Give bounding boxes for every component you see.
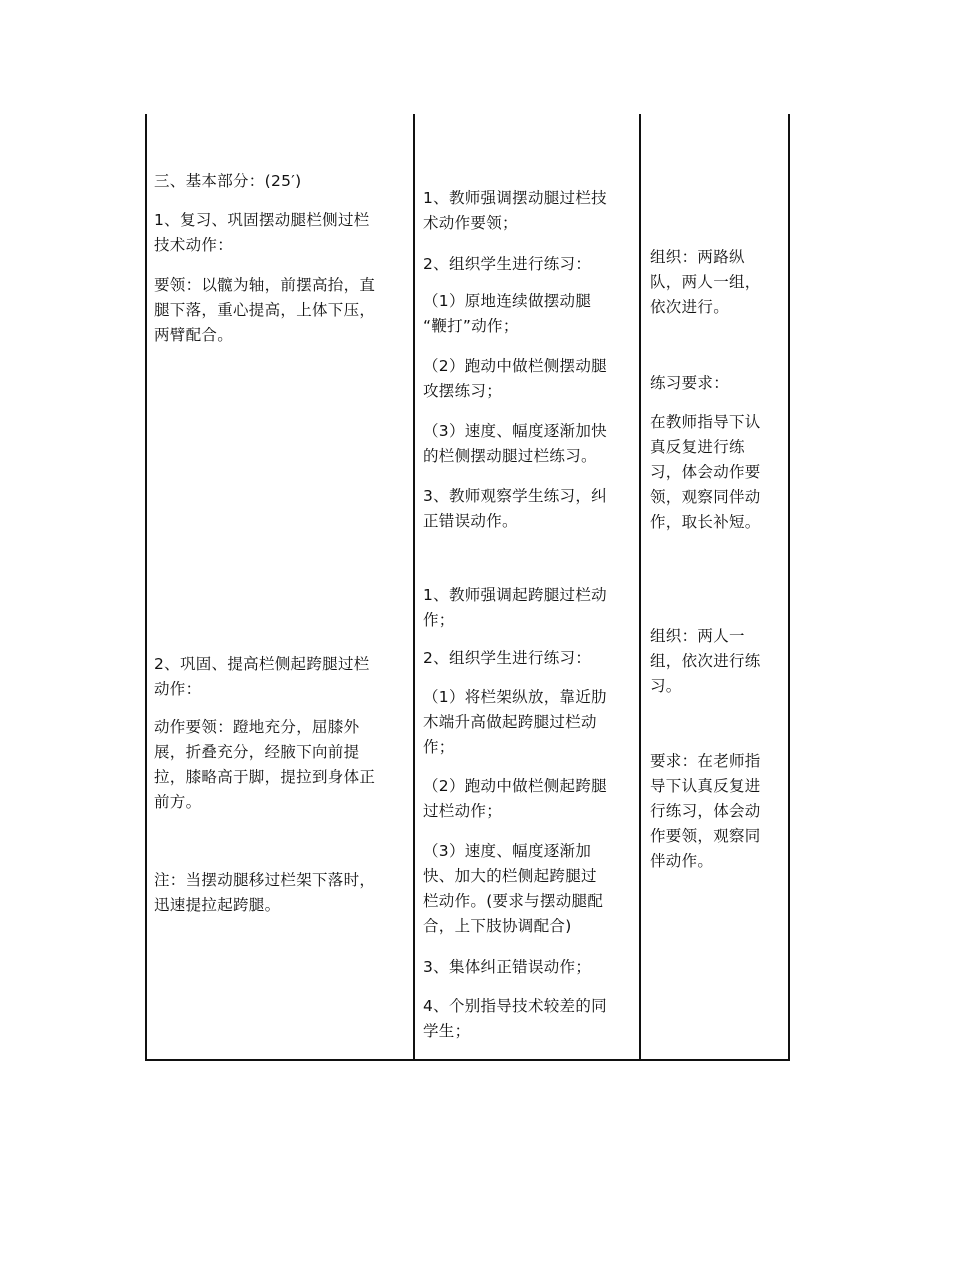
requirement-line: 导下认真反复进	[650, 777, 761, 795]
step-line: “鞭打”动作；	[423, 317, 519, 335]
step-line: 2、组织学生进行练习：	[423, 649, 592, 667]
column-divider-2	[639, 114, 641, 1061]
requirement-line: 领，观察同伴动	[650, 488, 761, 506]
organization-line: 组织：两路纵	[650, 248, 745, 266]
item2-title-line: 2、巩固、提高栏侧起跨腿过栏	[154, 655, 370, 673]
step-line: 4、个别指导技术较差的同	[423, 997, 607, 1015]
step-line: （3）速度、幅度逐渐加快	[423, 422, 607, 440]
step-line: 1、教师强调起跨腿过栏动	[423, 586, 607, 604]
item1-title-line: 技术动作：	[154, 236, 234, 254]
step-line: 学生；	[423, 1022, 471, 1040]
organization-line: 组，依次进行练	[650, 652, 761, 670]
step-line: （2）跑动中做栏侧摆动腿	[423, 357, 607, 375]
step-line: 的栏侧摆动腿过栏练习。	[423, 447, 597, 465]
requirement-line: 作，取长补短。	[650, 513, 761, 531]
item2-points-line: 前方。	[154, 793, 202, 811]
step-line: 作；	[423, 611, 455, 629]
step-line: 3、集体纠正错误动作；	[423, 958, 592, 976]
step-line: 快、加大的栏侧起跨腿过	[423, 867, 597, 885]
item1-points-line: 两臂配合。	[154, 326, 234, 344]
step-line: （3）速度、幅度逐渐加	[423, 842, 592, 860]
step-line: 1、教师强调摆动腿过栏技	[423, 189, 607, 207]
item1-title-line: 1、复习、巩固摆动腿栏侧过栏	[154, 211, 370, 229]
organization-line: 习。	[650, 677, 682, 695]
item2-points-line: 动作要领：蹬地充分，屈膝外	[154, 718, 360, 736]
step-line: （1）原地连续做摆动腿	[423, 292, 592, 310]
requirement-line: 伴动作。	[650, 852, 714, 870]
step-line: 木端升高做起跨腿过栏动	[423, 713, 597, 731]
step-line: 3、教师观察学生练习，纠	[423, 487, 607, 505]
step-line: 合，上下肢协调配合)	[423, 917, 572, 935]
requirement-title: 练习要求：	[650, 374, 730, 392]
item2-points-line: 展，折叠充分，经腋下向前提	[154, 743, 360, 761]
step-line: 2、组织学生进行练习：	[423, 255, 592, 273]
column-divider-1	[413, 114, 415, 1061]
requirement-line: 习，体会动作要	[650, 463, 761, 481]
requirement-line: 要求：在老师指	[650, 752, 761, 770]
item1-points-line: 腿下落，重心提高，上体下压，	[154, 301, 376, 319]
organization-line: 队，两人一组，	[650, 273, 761, 291]
table-border-left	[145, 114, 147, 1061]
step-line: 攻摆练习；	[423, 382, 503, 400]
item1-points-line: 要领：以髋为轴，前摆高抬，直	[154, 276, 376, 294]
step-line: 栏动作。(要求与摆动腿配	[423, 892, 604, 910]
requirement-line: 行练习，体会动	[650, 802, 761, 820]
step-line: 术动作要领；	[423, 214, 518, 232]
organization-line: 组织：两人一	[650, 627, 745, 645]
step-line: 过栏动作；	[423, 802, 503, 820]
organization-line: 依次进行。	[650, 298, 730, 316]
requirement-line: 在教师指导下认	[650, 413, 761, 431]
requirement-line: 作要领，观察同	[650, 827, 761, 845]
requirement-line: 真反复进行练	[650, 438, 745, 456]
table-border-bottom	[145, 1059, 790, 1061]
step-line: 作；	[423, 738, 455, 756]
step-line: （2）跑动中做栏侧起跨腿	[423, 777, 607, 795]
item2-note-line: 注：当摆动腿移过栏架下落时，	[154, 871, 376, 889]
table-border-right	[788, 114, 790, 1061]
item2-note-line: 迅速提拉起跨腿。	[154, 896, 281, 914]
step-line: （1）将栏架纵放，靠近肋	[423, 688, 607, 706]
item2-points-line: 拉，膝略高于脚，提拉到身体正	[154, 768, 376, 786]
item2-title-line: 动作：	[154, 680, 202, 698]
step-line: 正错误动作。	[423, 512, 518, 530]
section-title: 三、基本部分：(25′)	[154, 172, 302, 190]
